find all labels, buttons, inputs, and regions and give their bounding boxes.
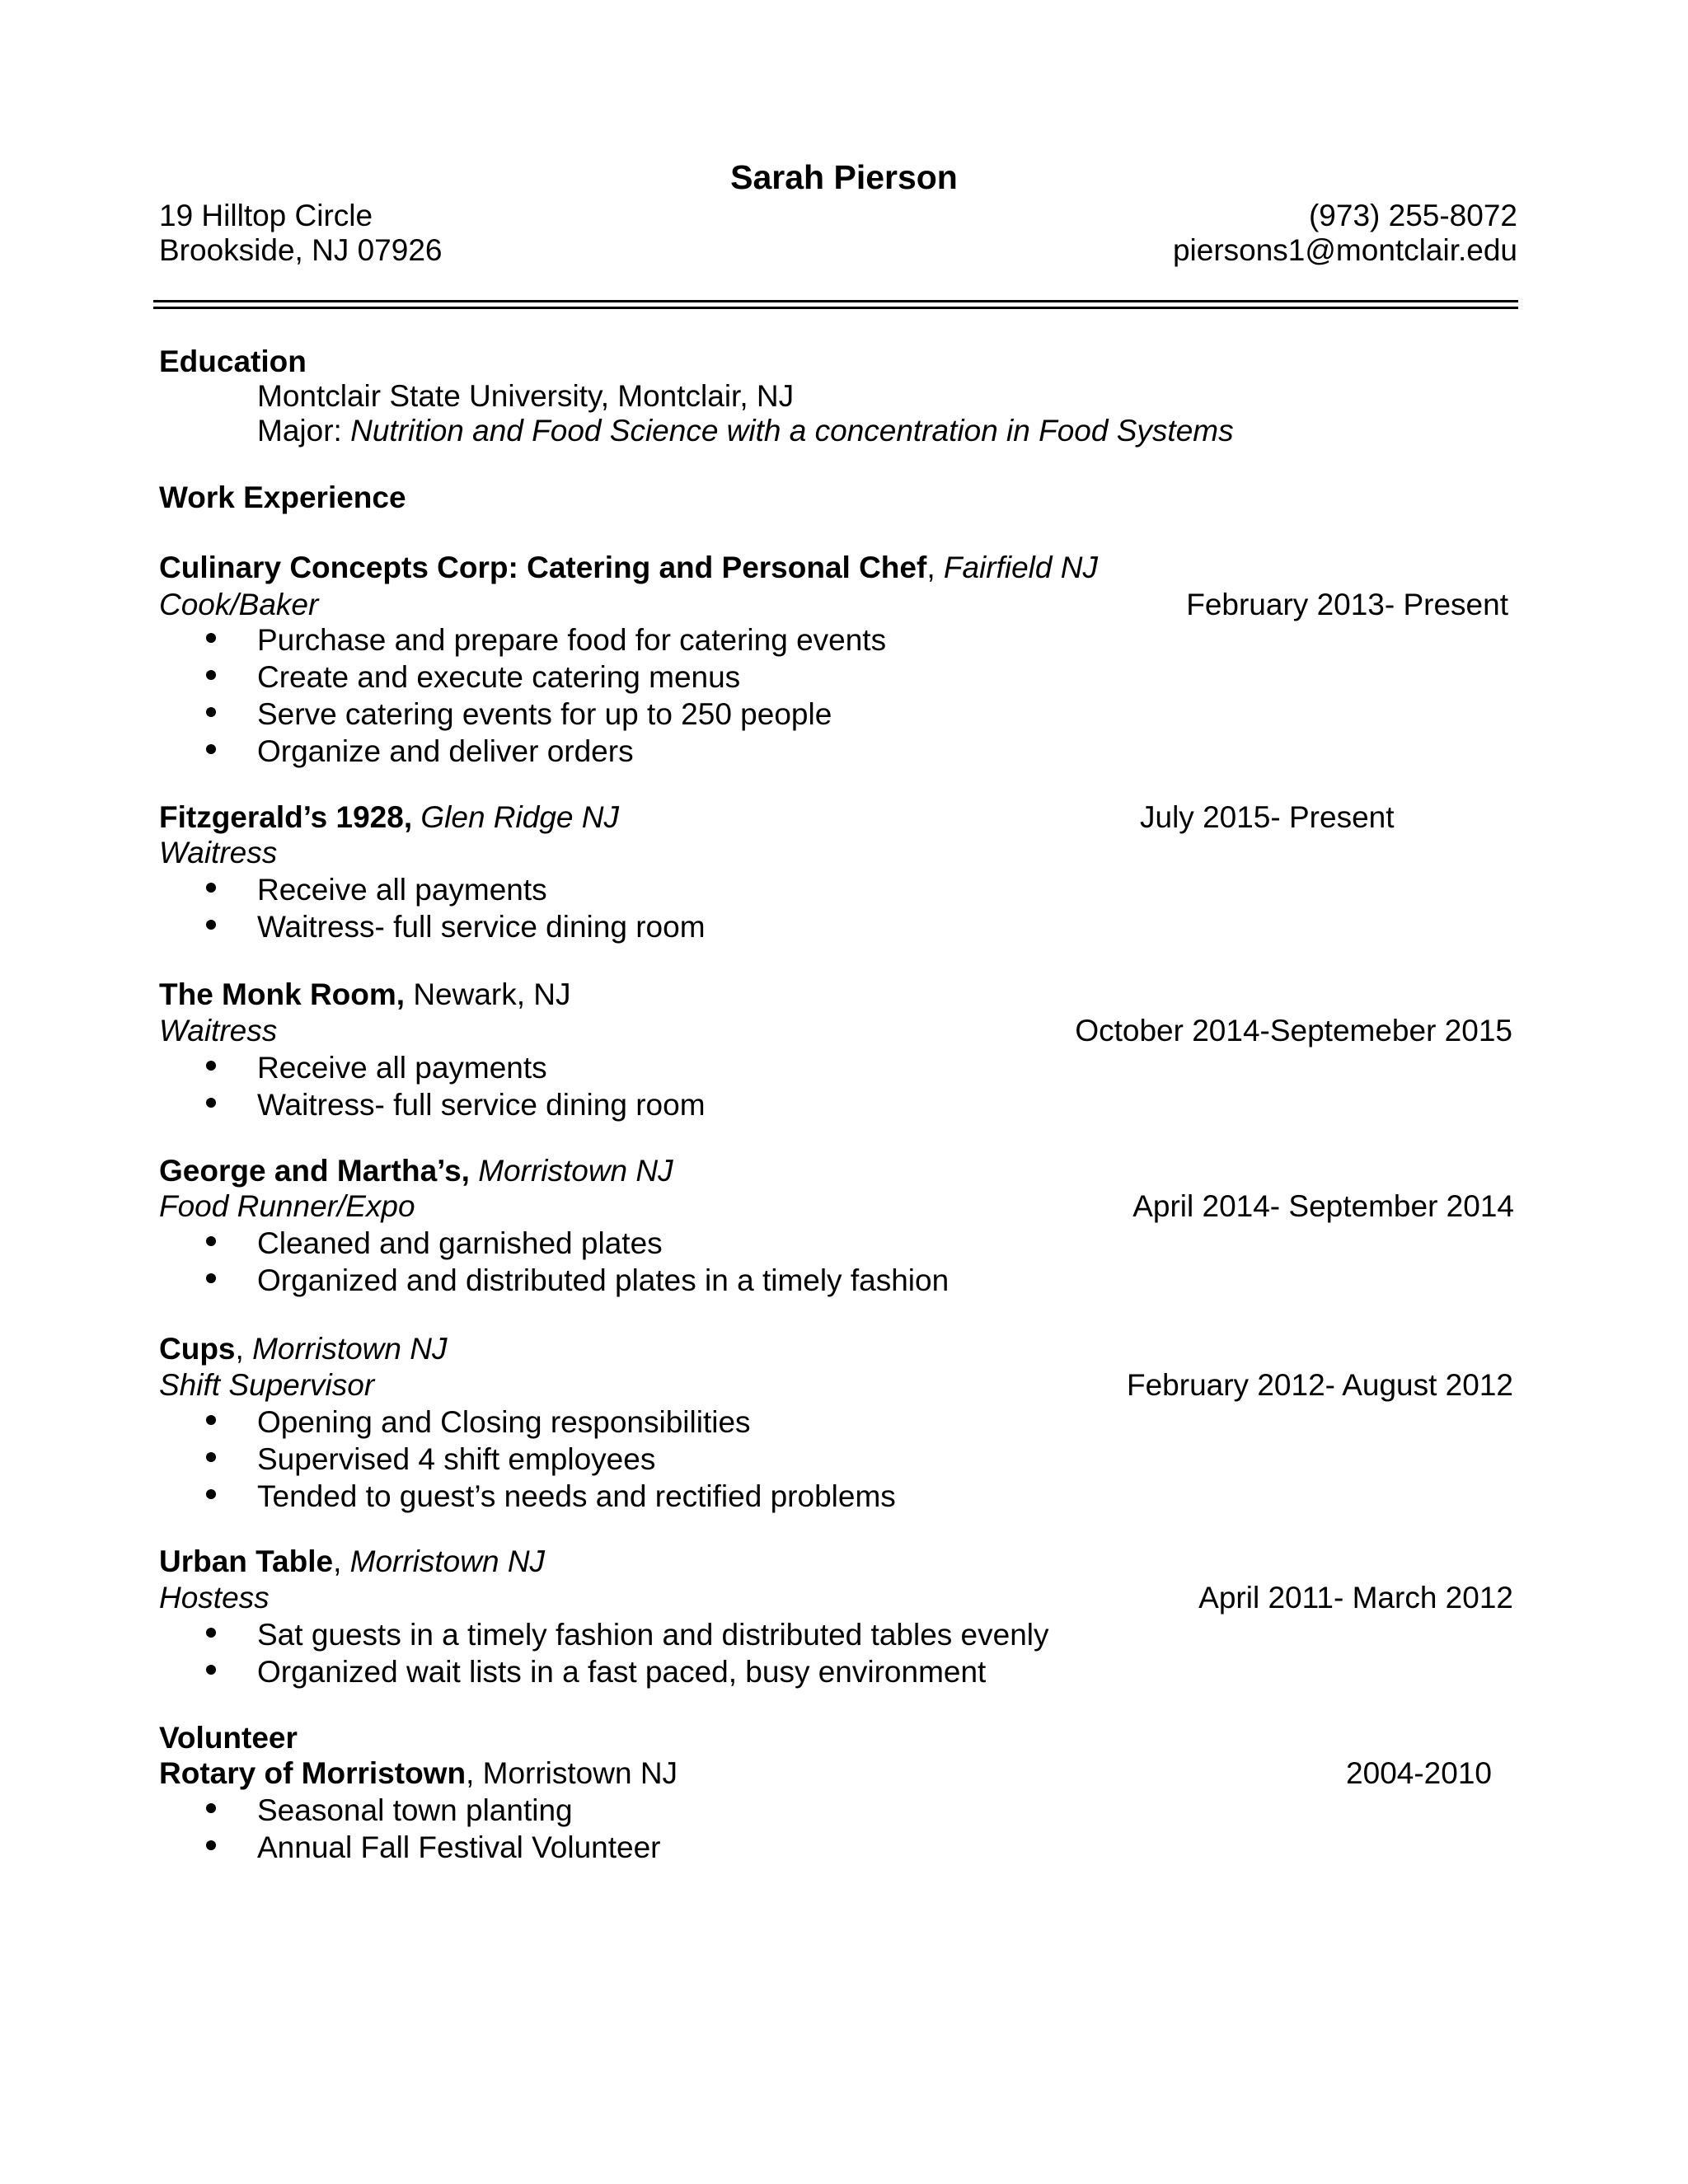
education-major xyxy=(257,415,1234,446)
job-location: Newark, NJ xyxy=(413,977,571,1011)
job-bullet: Organized and distributed plates in a timely fashion xyxy=(257,1263,950,1297)
job-bullet: Opening and Closing responsibilities xyxy=(257,1405,751,1439)
job-bullet: Create and execute catering menus xyxy=(257,660,741,694)
bullet-icon xyxy=(206,920,216,930)
job-location: Morristown NJ xyxy=(252,1332,448,1366)
volunteer-org-line: Rotary of Morristown, Morristown NJ xyxy=(159,1756,678,1790)
job-employer-line: Culinary Concepts Corp: Catering and Personal Chef, Fairfield NJ xyxy=(159,551,1098,584)
phone-number: (973) 255-8072 xyxy=(1308,199,1517,232)
job-bullet: Organize and deliver orders xyxy=(257,734,634,768)
job-employer-line xyxy=(159,979,571,1010)
job-employer: Cups xyxy=(159,1332,236,1366)
job-bullet: Receive all payments xyxy=(257,873,547,907)
bullet-icon xyxy=(206,1061,216,1071)
bullet-icon xyxy=(206,1098,216,1108)
address-line-1: 19 Hilltop Circle xyxy=(159,199,373,232)
job-dates: February 2012- August 2012 xyxy=(1127,1368,1513,1402)
bullet-icon xyxy=(206,1489,216,1499)
bullet-icon xyxy=(206,1840,216,1850)
bullet-icon xyxy=(206,744,216,754)
volunteer-bullet: Seasonal town planting xyxy=(257,1793,573,1827)
job-bullet: Waitress- full service dining room xyxy=(257,1088,706,1122)
job-bullet: Purchase and prepare food for catering events xyxy=(257,623,887,657)
major-label: Major: xyxy=(257,414,342,448)
job-location: Fairfield NJ xyxy=(943,551,1098,584)
bullet-icon xyxy=(206,707,216,717)
job-role: Food Runner/Expo xyxy=(159,1189,415,1223)
volunteer-org: Rotary of Morristown xyxy=(159,1756,467,1790)
candidate-name: Sarah Pierson xyxy=(730,158,958,196)
job-location: Morristown NJ xyxy=(478,1154,673,1188)
job-employer: George and Martha’s, xyxy=(159,1154,470,1188)
job-bullet: Organized wait lists in a fast paced, busy environment xyxy=(257,1655,987,1689)
volunteer-location: Morristown NJ xyxy=(482,1756,678,1790)
bullet-icon xyxy=(206,1452,216,1462)
job-bullet: Cleaned and garnished plates xyxy=(257,1226,663,1260)
job-dates: February 2013- Present xyxy=(1186,588,1508,621)
job-dates: April 2011- March 2012 xyxy=(1198,1581,1513,1615)
job-dates: April 2014- September 2014 xyxy=(1132,1189,1514,1223)
job-employer-line: Cups, Morristown NJ xyxy=(159,1332,448,1366)
work-experience-heading: Work Experience xyxy=(159,480,406,514)
job-role: Waitress xyxy=(159,836,278,869)
bullet-icon xyxy=(206,1236,216,1246)
job-location: Morristown NJ xyxy=(349,1544,546,1578)
job-role: Cook/Baker xyxy=(159,588,319,621)
bullet-icon xyxy=(206,1803,216,1813)
job-bullet: Sat guests in a timely fashion and distributed tables evenly xyxy=(257,1618,1049,1652)
job-role: Shift Supervisor xyxy=(159,1368,375,1402)
job-bullet: Serve catering events for up to 250 people xyxy=(257,697,832,731)
header-divider-top xyxy=(153,300,1518,302)
volunteer-dates: 2004-2010 xyxy=(1346,1756,1492,1790)
address-line-2: Brookside, NJ 07926 xyxy=(159,233,443,267)
job-role: Hostess xyxy=(159,1581,270,1615)
job-employer-line xyxy=(159,1155,673,1186)
bullet-icon xyxy=(206,1415,216,1425)
job-employer: The Monk Room, xyxy=(159,977,406,1011)
bullet-icon xyxy=(206,1628,216,1638)
major-value: Nutrition and Food Science with a concentration in Food Systems xyxy=(350,414,1234,448)
job-employer-line xyxy=(159,802,619,832)
job-employer: Fitzgerald’s 1928, xyxy=(159,800,413,834)
education-heading: Education xyxy=(159,344,307,378)
job-bullet: Waitress- full service dining room xyxy=(257,910,706,944)
job-employer-line: Urban Table, Morristown NJ xyxy=(159,1544,546,1578)
job-bullet: Tended to guest’s needs and rectified problems xyxy=(257,1479,896,1513)
bullet-icon xyxy=(206,1273,216,1283)
job-employer: Culinary Concepts Corp: Catering and Personal Chef xyxy=(159,551,927,584)
bullet-icon xyxy=(206,1665,216,1675)
job-dates: July 2015- Present xyxy=(1140,800,1395,834)
header-divider-bottom xyxy=(153,307,1518,309)
education-school: Montclair State University, Montclair, NJ xyxy=(257,379,795,413)
job-role: Waitress xyxy=(159,1014,278,1047)
volunteer-bullet: Annual Fall Festival Volunteer xyxy=(257,1830,661,1864)
job-bullet: Receive all payments xyxy=(257,1051,547,1085)
job-employer: Urban Table xyxy=(159,1544,334,1578)
bullet-icon xyxy=(206,883,216,893)
email-address: piersons1@montclair.edu xyxy=(1172,233,1517,267)
bullet-icon xyxy=(206,670,216,680)
bullet-icon xyxy=(206,633,216,643)
job-location: Glen Ridge NJ xyxy=(420,800,619,834)
job-dates: October 2014-Septemeber 2015 xyxy=(1075,1014,1512,1047)
job-bullet: Supervised 4 shift employees xyxy=(257,1442,656,1476)
volunteer-heading: Volunteer xyxy=(159,1721,298,1755)
